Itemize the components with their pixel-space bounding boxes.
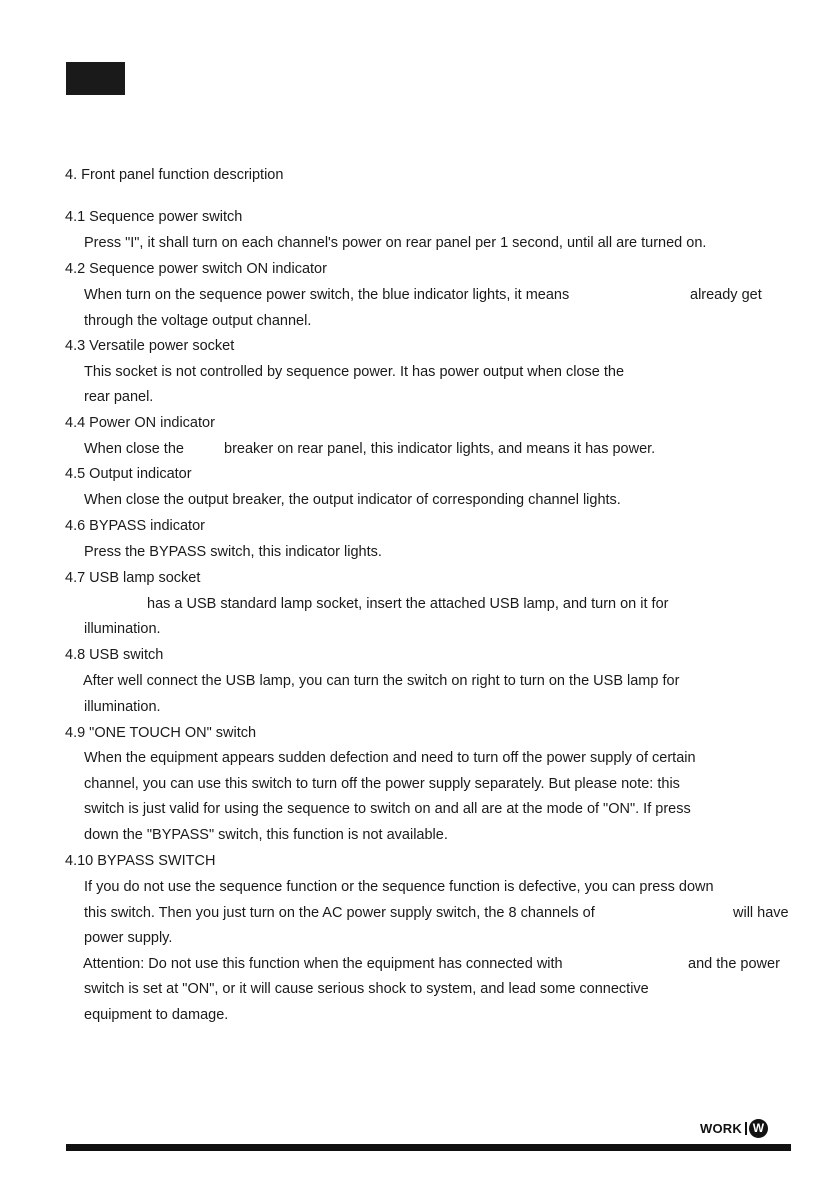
text-line: 4.9 "ONE TOUCH ON" switch bbox=[65, 725, 257, 741]
footer-rule bbox=[66, 1144, 791, 1151]
text-line: this switch. Then you just turn on the AC power supply switch, the 8 channels of bbox=[84, 905, 595, 921]
text-line: When turn on the sequence power switch, the blue indicator lights, it means bbox=[84, 287, 570, 303]
text-line: down the "BYPASS" switch, this function is not available. bbox=[84, 827, 448, 843]
text-line: 4.1 Sequence power switch bbox=[65, 209, 243, 225]
text-line: After well connect the USB lamp, you can turn the switch on right to turn on the USB lamp for bbox=[83, 673, 680, 689]
text-line: 4.7 USB lamp socket bbox=[65, 570, 201, 586]
text-line: 4.5 Output indicator bbox=[65, 466, 192, 482]
text-line: equipment to damage. bbox=[84, 1007, 229, 1023]
text-line: This socket is not controlled by sequence power. It has power output when close the bbox=[84, 364, 625, 380]
text-line: 4.8 USB switch bbox=[65, 647, 164, 663]
text-line: 4.2 Sequence power switch ON indicator bbox=[65, 261, 327, 277]
text-line: and the power bbox=[688, 956, 780, 972]
logo-text: WORK bbox=[700, 1120, 742, 1136]
text-line: breaker on rear panel, this indicator lights, and means it has power. bbox=[224, 441, 656, 457]
text-line: When close the bbox=[84, 441, 184, 457]
text-line: 4.3 Versatile power socket bbox=[65, 338, 235, 354]
text-line: through the voltage output channel. bbox=[84, 313, 312, 329]
brand-logo bbox=[700, 1117, 768, 1139]
text-line: When the equipment appears sudden defection and need to turn off the power supply of certain bbox=[84, 750, 696, 766]
text-line: Attention: Do not use this function when the equipment has connected with bbox=[83, 956, 563, 972]
text-line: 4.10 BYPASS SWITCH bbox=[65, 853, 216, 869]
text-line: If you do not use the sequence function or the sequence function is defective, you can press down bbox=[84, 879, 714, 895]
text-line: When close the output breaker, the output indicator of corresponding channel lights. bbox=[84, 492, 621, 508]
text-line: Press the BYPASS switch, this indicator lights. bbox=[84, 544, 382, 560]
text-line: rear panel. bbox=[84, 389, 154, 405]
text-line: 4.4 Power ON indicator bbox=[65, 415, 215, 431]
text-line: 4.6 BYPASS indicator bbox=[65, 518, 205, 534]
logo-divider bbox=[745, 1122, 747, 1135]
text-line: will have bbox=[733, 905, 789, 921]
text-line: switch is set at "ON", or it will cause serious shock to system, and lead some connective bbox=[84, 981, 649, 997]
text-line: channel, you can use this switch to turn off the power supply separately. But please note: this bbox=[84, 776, 680, 792]
text-line: power supply. bbox=[84, 930, 173, 946]
section-tab-block bbox=[66, 62, 125, 95]
logo-mark-icon: W bbox=[749, 1119, 768, 1138]
text-line: already get bbox=[690, 287, 762, 303]
text-line: illumination. bbox=[84, 699, 161, 715]
text-line: has a USB standard lamp socket, insert the attached USB lamp, and turn on it for bbox=[147, 596, 669, 612]
text-line: switch is just valid for using the sequence to switch on and all are at the mode of "ON". If press bbox=[84, 801, 691, 817]
text-line: Press "I", it shall turn on each channel's power on rear panel per 1 second, until all are turned on. bbox=[84, 235, 707, 251]
page-title: 4. Front panel function description bbox=[65, 167, 284, 183]
text-line: illumination. bbox=[84, 621, 161, 637]
